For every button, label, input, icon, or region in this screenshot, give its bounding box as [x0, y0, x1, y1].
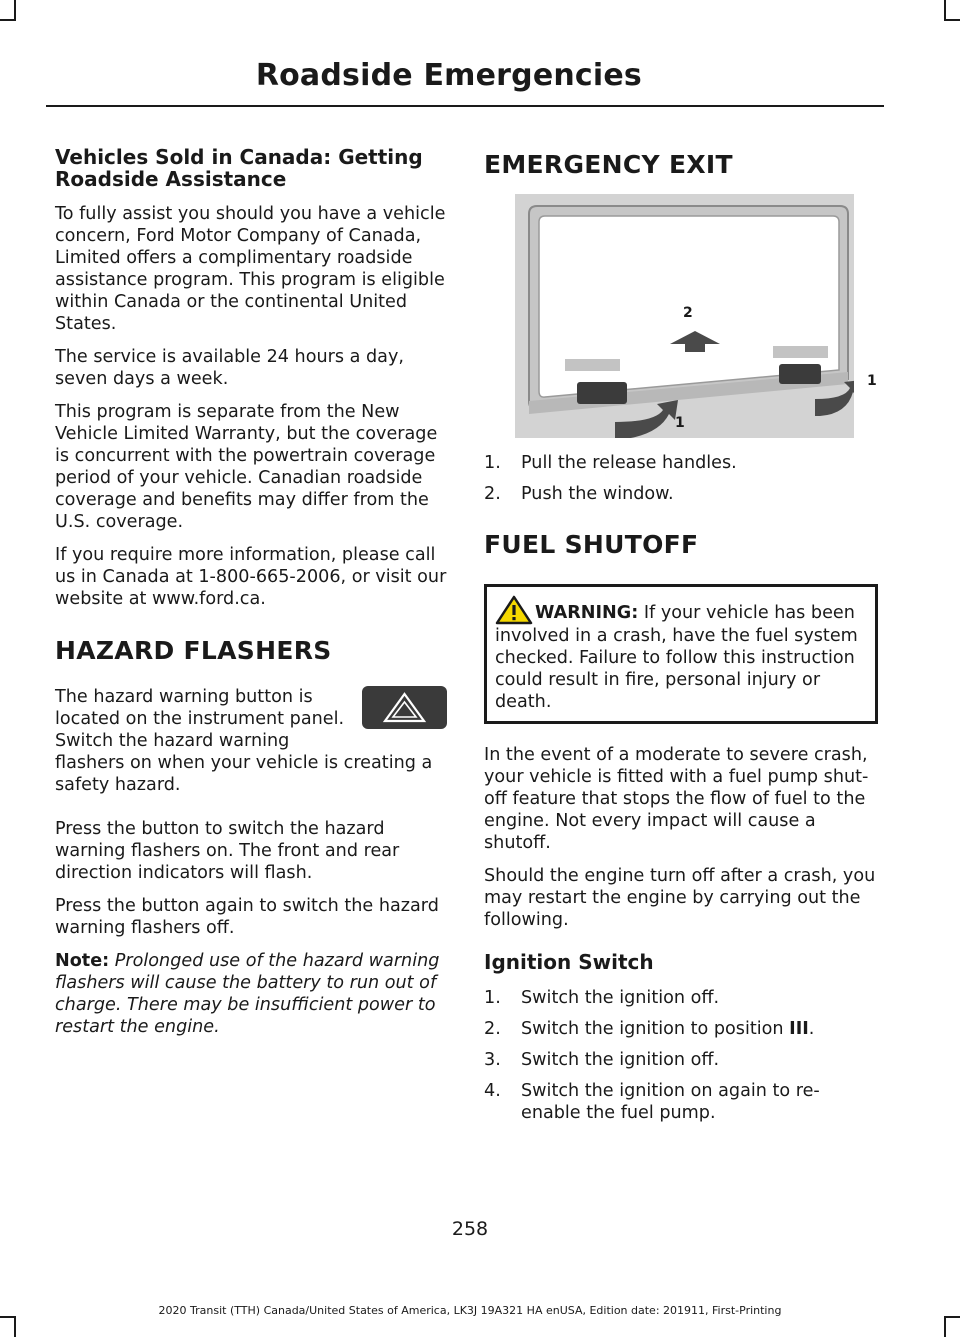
ignition-steps — [484, 987, 878, 1124]
ignition-step-2: 2. Switch the ignition to position III. — [484, 1019, 815, 1039]
warning-text: If your vehicle has been involved in a crash, have the fuel system checked. Failure to follow this instruction could result in fire, personal injury or death. — [495, 603, 858, 712]
figure-callout-1-left: 1 — [675, 415, 685, 431]
crop-mark-top-left-h — [0, 19, 16, 21]
crop-mark-bottom-left-v — [14, 1316, 16, 1337]
canada-assistance-heading: Vehicles Sold in Canada: Getting Roadside Assistance — [55, 145, 423, 191]
exit-step-2: 2. Push the window. — [484, 484, 674, 504]
crop-mark-bottom-right-h — [944, 1316, 960, 1318]
hazard-note — [55, 950, 447, 1038]
canada-paragraph-4: If you require more information, please call us in Canada at 1-800-665-2006, or visit our website at www.ford.ca. — [55, 545, 447, 609]
fuel-warning-box — [484, 584, 878, 724]
ignition-step-3: 3. Switch the ignition off. — [484, 1050, 720, 1070]
crop-mark-top-left-v — [14, 0, 16, 21]
figure-callout-2: 2 — [683, 305, 693, 321]
page-number: 258 — [451, 1218, 489, 1240]
emergency-exit-steps — [484, 452, 878, 505]
hazard-paragraph-1: The hazard warning button is located on the instrument panel. Switch the hazard warning flashers on when your vehicle is creating a safety hazard. — [55, 687, 433, 795]
edition-line: 2020 Transit (TTH) Canada/United States of America, LK3J 19A321 HA enUSA, Edition date: 201911, First-Printing — [158, 1304, 782, 1317]
header-rule — [46, 105, 884, 107]
ignition-step-1: 1. Switch the ignition off. — [484, 988, 720, 1008]
fuel-paragraph-2: Should the engine turn off after a crash, you may restart the engine by carrying out the following. — [484, 866, 876, 930]
right-column — [484, 146, 878, 1133]
note-label: Note: — [55, 951, 110, 971]
exit-step-1: 1. Pull the release handles. — [484, 453, 737, 473]
note-text: Prolonged use of the hazard warning flashers will cause the battery to run out of charge. There may be insufficient power to restart the engine. — [55, 951, 440, 1037]
crop-mark-top-right-h — [944, 19, 960, 21]
page-header-title: Roadside Emergencies — [255, 58, 642, 93]
canada-paragraph-3: This program is separate from the New Vehicle Limited Warranty, but the coverage is concurrent with the powertrain coverage period of your vehicle. Canadian roadside coverage and benefits may differ from the U.S. coverage. — [55, 402, 438, 532]
ignition-step-4: 4. Switch the ignition on again to re-enable the fuel pump. — [484, 1081, 820, 1123]
figure-callout-1-right: 1 — [867, 373, 877, 389]
warning-triangle-icon — [495, 595, 533, 625]
crop-mark-top-right-v — [944, 0, 946, 21]
emergency-exit-heading: EMERGENCY EXIT — [484, 150, 733, 179]
canada-paragraph-1: To fully assist you should you have a vehicle concern, Ford Motor Company of Canada, Limited offers a complimentary roadside assistance program. This program is eligible within Canada or the continental United States. — [55, 204, 446, 334]
canada-paragraph-2: The service is available 24 hours a day, seven days a week. — [55, 347, 404, 389]
hazard-warning-button — [362, 686, 447, 729]
emergency-exit-figure — [515, 194, 877, 438]
fuel-shutoff-heading: FUEL SHUTOFF — [484, 530, 699, 559]
hazard-flashers-heading: HAZARD FLASHERS — [55, 636, 332, 665]
crop-mark-bottom-right-v — [944, 1316, 946, 1337]
hazard-section — [55, 686, 447, 796]
hazard-triangle-icon — [362, 686, 447, 729]
warning-label: WARNING: — [535, 603, 639, 623]
ignition-switch-heading: Ignition Switch — [484, 950, 654, 974]
hazard-paragraph-3: Press the button again to switch the hazard warning flashers off. — [55, 896, 439, 938]
hazard-paragraph-2: Press the button to switch the hazard warning flashers on. The front and rear direction indicators will flash. — [55, 819, 400, 883]
fuel-paragraph-1: In the event of a moderate to severe crash, your vehicle is fitted with a fuel pump shut-off feature that stops the flow of fuel to the engine. Not every impact will cause a shutoff. — [484, 745, 869, 853]
left-column — [55, 146, 447, 1049]
